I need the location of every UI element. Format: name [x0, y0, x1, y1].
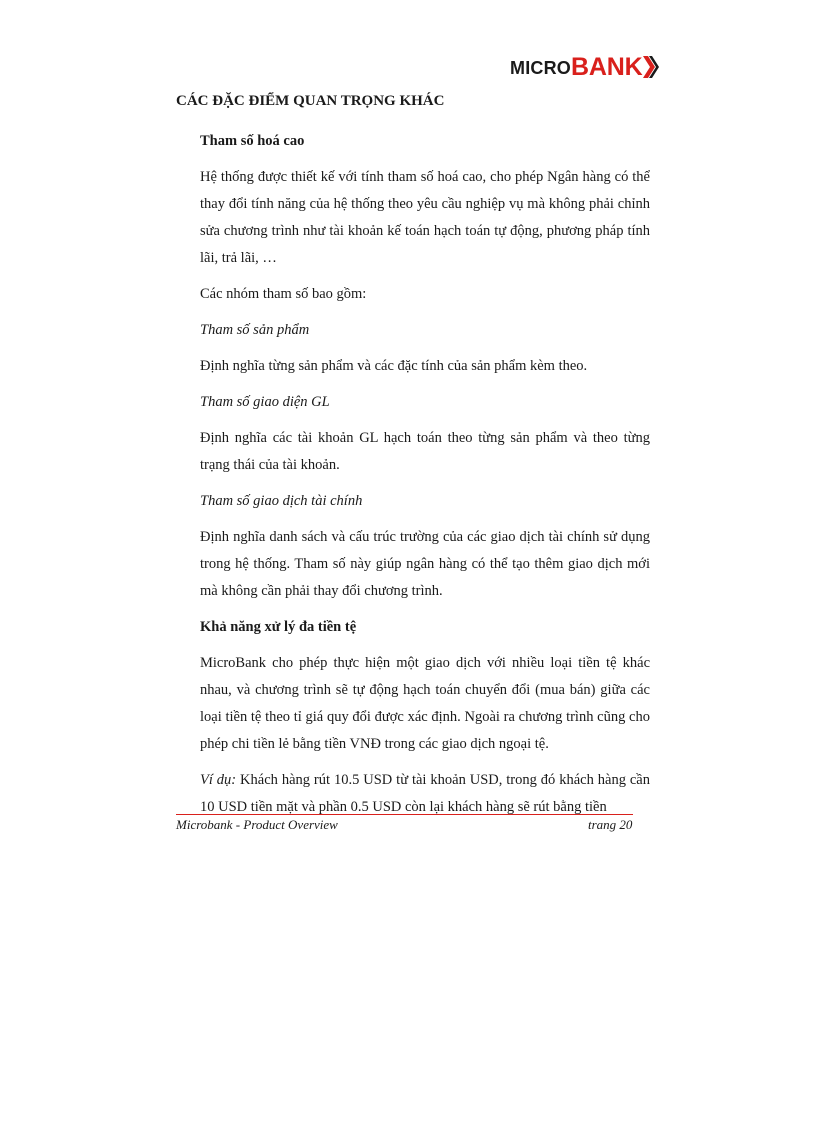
groups-intro: Các nhóm tham số bao gồm:	[200, 286, 367, 302]
group-name-product: Tham số sản phẩm	[200, 322, 310, 338]
page-content	[200, 128, 650, 830]
group-desc-financial-transaction: Định nghĩa danh sách và cấu trúc trường của các giao dịch tài chính sử dụng trong hệ thống. Tham số này giúp ngân hàng có thể tạo thêm giao dịch mới mà không cần phải thay đổi chương trình.	[200, 529, 650, 599]
paragraph-parameterization: Hệ thống được thiết kế với tính tham số hoá cao, cho phép Ngân hàng có thể thay đổi tính năng của hệ thống theo yêu cầu nghiệp vụ mà không phải chỉnh sửa chương trình như tài khoản kế toán hạch toán tự động, phương pháp tính lãi, trả lãi, …	[200, 169, 650, 266]
section-heading: CÁC ĐẶC ĐIỂM QUAN TRỌNG KHÁC	[176, 93, 445, 109]
subsection-title-parameterization: Tham số hoá cao	[200, 133, 305, 149]
microbank-logo	[510, 53, 659, 79]
footer-rule	[176, 814, 633, 815]
logo-chevron-icon	[643, 56, 659, 78]
logo-micro-text: MICRO	[510, 58, 571, 78]
footer-page-number: trang 20	[588, 817, 633, 832]
group-name-financial-transaction: Tham số giao dịch tài chính	[200, 493, 363, 509]
subsection-title-multicurrency: Khả năng xử lý đa tiền tệ	[200, 619, 357, 635]
group-desc-gl-interface: Định nghĩa các tài khoản GL hạch toán theo từng sản phẩm và theo từng trạng thái của tài khoản.	[200, 430, 650, 473]
logo-bank-text: BANK	[571, 53, 643, 81]
example-paragraph	[200, 767, 650, 821]
group-desc-product: Định nghĩa từng sản phẩm và các đặc tính của sản phẩm kèm theo.	[200, 358, 588, 374]
example-label: Ví dụ:	[200, 772, 237, 788]
example-text: Khách hàng rút 10.5 USD từ tài khoản USD, trong đó khách hàng cần 10 USD tiền mặt và phần 0.5 USD còn lại khách hàng sẽ rút bằng tiền	[200, 772, 650, 815]
group-name-gl-interface: Tham số giao diện GL	[200, 394, 330, 410]
footer-document-title: Microbank - Product Overview	[176, 817, 338, 832]
paragraph-multicurrency: MicroBank cho phép thực hiện một giao dịch với nhiều loại tiền tệ khác nhau, và chương trình sẽ tự động hạch toán chuyển đổi (mua bán) giữa các loại tiền tệ theo tỉ giá quy đổi được xác định. Ngoài ra chương trình cũng cho phép chi tiền lẻ bằng tiền VNĐ trong các giao dịch ngoại tệ.	[200, 655, 650, 752]
